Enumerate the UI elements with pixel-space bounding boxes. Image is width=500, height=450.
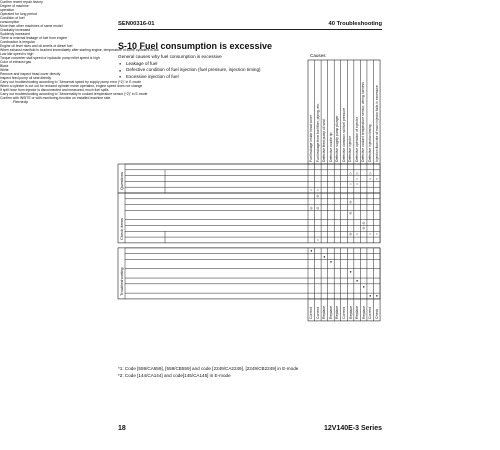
- symptom-mark: ●: [310, 248, 313, 253]
- remedy-value: Correct: [309, 307, 314, 320]
- symptom-mark: ○: [375, 232, 378, 237]
- troubleshooting-step: When a cylinder is cut out for reduced cylinder mode operation, engine speed does not change: [0, 84, 143, 88]
- troubleshooting-step: Remove and inspect head cover directly: [0, 72, 61, 76]
- symptom-mark: △: [349, 170, 352, 175]
- footnote: *1: Code [559/CA559], [559/CB559] and code [2249/CA2249], [2249/CB2249] in E-mode: [118, 366, 299, 371]
- remedy-value: Correct: [368, 307, 373, 320]
- symptom-mark: ○: [316, 188, 319, 193]
- causes-label: Causes: [310, 53, 326, 58]
- group-label: Check items: [118, 217, 124, 240]
- cause-label: Defective supply pump plunger: [335, 115, 340, 162]
- intro-bullet: ● Defective condition of fuel injection (fuel pressure, injection timing): [126, 67, 261, 74]
- row-label: Confirm recent repair history: [0, 0, 43, 4]
- page-title: S-10 Fuel consumption is excessive: [118, 41, 273, 51]
- symptom-mark: ○: [310, 188, 313, 193]
- remedy-value: Replace: [322, 306, 327, 320]
- remedy-value: Correct: [341, 307, 346, 320]
- symptom-mark: ○: [356, 232, 359, 237]
- remedy-value: Replace: [355, 306, 360, 320]
- symptom-mark: ○: [369, 232, 372, 237]
- group-label: Questions: [118, 171, 124, 190]
- row-label: There is external leakage of fuel from engine: [0, 36, 68, 40]
- troubleshooting-step: Inspect feed pump oil seal directly: [0, 76, 52, 80]
- symptom-mark: △: [368, 170, 372, 175]
- cause-label: Fuel leakage from fuel filter, piping, etc.: [315, 103, 320, 162]
- troubleshooting-step: Confirm with INSITE or with monitoring function on installed machine side: [0, 96, 111, 100]
- row-sublabel: Operated for long period: [0, 12, 37, 16]
- symptom-mark: ○: [356, 176, 359, 181]
- row-label: Torque converter stall speed or hydraulic pump relief speed is high: [0, 56, 100, 60]
- remedy-value: Replace: [361, 306, 366, 320]
- group-label: Troubleshooting: [118, 267, 124, 296]
- cause-label: Defective feed pump oil seal: [322, 119, 327, 162]
- remedy-value: Replace: [328, 306, 333, 320]
- symptom-mark: ◎: [349, 199, 353, 204]
- symptom-mark: ◎: [349, 232, 353, 237]
- remedy-label: Remedy: [13, 100, 28, 104]
- row-sublabel: Suddenly increased: [0, 32, 30, 36]
- troubleshooting-step: Carry out troubleshooting according to "Abnormal speed by supply pump error (*1)" in E-mode: [0, 80, 142, 84]
- remedy-value: Replace: [335, 306, 340, 320]
- symptom-mark: ●: [356, 278, 359, 283]
- intro-bullet: ● Excessive injection of fuel: [126, 74, 179, 81]
- remedy-value: Check: [374, 309, 379, 320]
- row-sublabel: Black: [0, 64, 9, 68]
- series-name: 12V140E-3 Series: [324, 425, 382, 432]
- row-label: Low idle speed is high: [0, 52, 34, 56]
- page-number: 18: [118, 425, 126, 432]
- section-title: 40 Troubleshooting: [328, 21, 382, 27]
- intro-bullet: ● Leakage of fuel: [126, 61, 157, 68]
- symptom-mark: ●: [323, 254, 326, 259]
- row-sublabel: More than other machines of same model: [0, 24, 63, 28]
- row-label: When exhaust manifold is touched immediately after starting engine, temperature of some cylinders is low: [0, 48, 159, 52]
- cause-label: Defective coolant temperature sensor, wiring harness: [361, 82, 366, 162]
- row-label: Color of exhaust gas: [0, 60, 32, 64]
- row-sublabel: Gradually increased: [0, 28, 31, 32]
- cause-label: Defective nozzle tip: [328, 132, 333, 162]
- symptom-mark: ◎: [362, 226, 366, 231]
- symptom-mark: ●: [375, 294, 378, 299]
- symptom-mark: ●: [362, 284, 365, 289]
- intro-lead: General causes why fuel consumption is excessive: [118, 54, 222, 59]
- doc-code: SEN00316-01: [118, 21, 155, 27]
- cause-label: Defective injector: [348, 135, 353, 162]
- remedy-value: Correct: [315, 307, 320, 320]
- symptom-mark: ●: [349, 269, 352, 274]
- cause-label: Defective injection timing: [367, 124, 372, 162]
- cause-label: Defective operation of injector: [354, 117, 359, 162]
- troubleshooting-step: If spill hose from injector is disconnected and measured, much fuel spills: [0, 88, 109, 92]
- symptom-mark: ○: [349, 182, 352, 187]
- symptom-mark: ○: [356, 182, 359, 187]
- row-label: Combustion is irregular: [0, 40, 35, 44]
- symptom-mark: ○: [316, 237, 319, 242]
- troubleshooting-step: Carry out troubleshooting according to "Abnormality in coolant temperature sensor (*2)" in E-mode: [0, 92, 148, 96]
- symptom-mark: ◎: [309, 205, 313, 210]
- footnote: *2: Code [144/CA144] and code[145/CA145] in E-mode: [118, 373, 231, 378]
- symptom-mark: ●: [369, 294, 372, 299]
- symptom-mark: △: [355, 170, 359, 175]
- symptom-mark: ●: [329, 260, 332, 265]
- cause-label: Fuel leakage inside head cover: [309, 115, 313, 162]
- row-label: Condition of fuel consumption: [0, 16, 25, 24]
- row-sublabel: White: [0, 68, 9, 72]
- symptom-mark: ◎: [316, 205, 320, 210]
- symptom-mark: ◎: [362, 220, 366, 225]
- remedy-value: Replace: [348, 306, 353, 320]
- symptom-mark: ◎: [316, 193, 320, 198]
- cause-label: Defective common rail fuel pressure: [341, 107, 346, 162]
- row-label: Engine oil level rises and oil smells of diesel fuel: [0, 44, 73, 48]
- cause-label: Injection flow rate of each injector fails in excessive: [374, 85, 379, 162]
- symptom-mark: ○: [375, 176, 378, 181]
- symptom-mark: ○: [369, 176, 372, 181]
- row-label: Degree of machine operation: [0, 4, 29, 12]
- symptom-mark: ◎: [349, 211, 353, 216]
